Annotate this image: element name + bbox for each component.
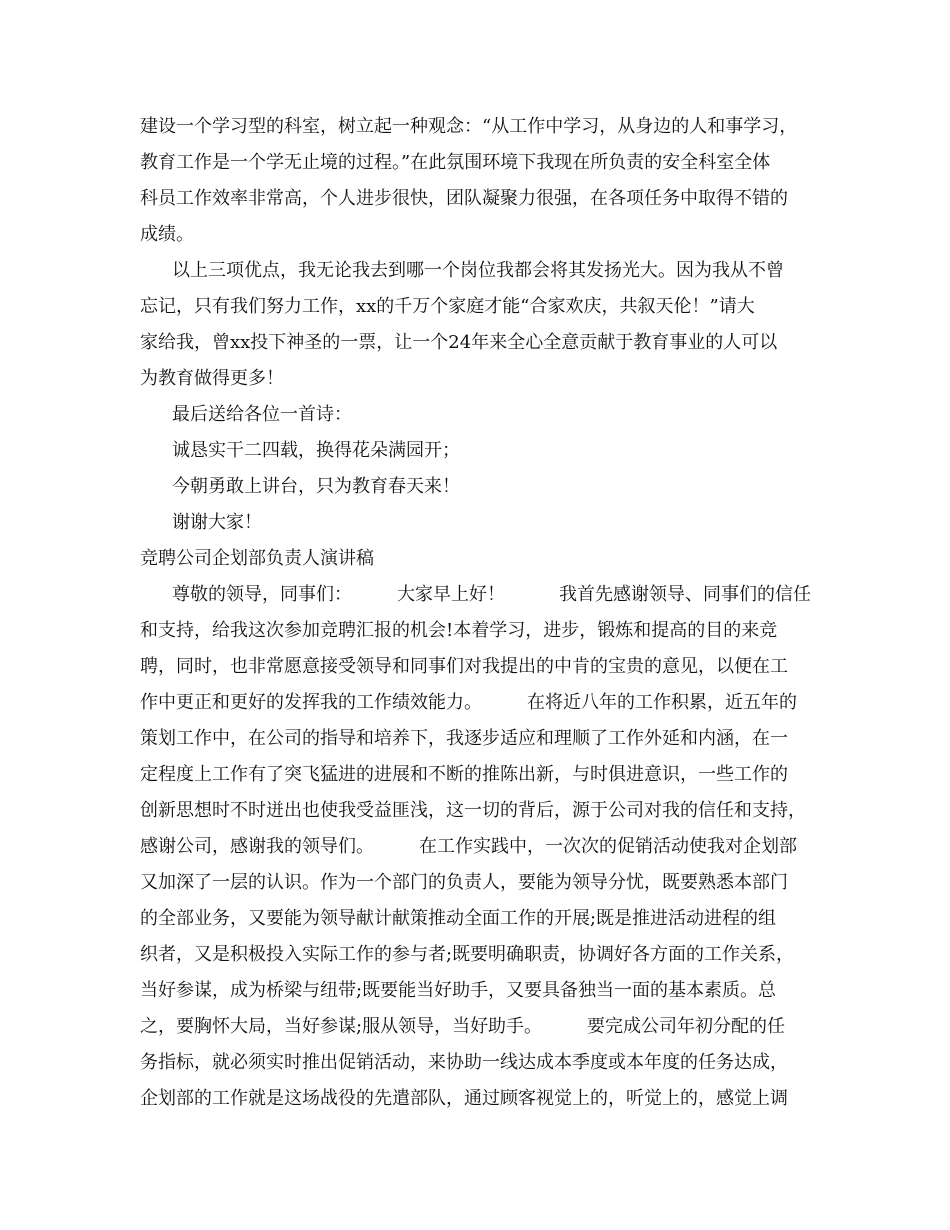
text-line: 创新思想时不时迸出也使我受益匪浅，这一切的背后，源于公司对我的信任和支持， bbox=[140, 800, 806, 821]
text-line: 务指标，就必须实时推出促销活动，来协助一线达成本季度或本年度的任务达成， bbox=[140, 1052, 788, 1073]
text-line: 策划工作中，在公司的指导和培养下，我逐步适应和理顺了工作外延和内涵，在一 bbox=[140, 728, 788, 749]
text-line: 定程度上工作有了突飞猛进的进展和不断的推陈出新，与时俱进意识，一些工作的 bbox=[140, 764, 788, 785]
text-line: 的全部业务，又要能为领导献计献策推动全面工作的开展;既是推进活动进程的组 bbox=[140, 908, 777, 929]
text-line: 企划部的工作就是这场战役的先遣部队，通过顾客视觉上的，听觉上的，感觉上调 bbox=[140, 1088, 788, 1109]
text-line: 之，要胸怀大局，当好参谋;服从领导，当好助手。 要完成公司年初分配的任 bbox=[140, 1016, 786, 1037]
text-line: 当好参谋，成为桥梁与纽带;既要能当好助手，又要具备独当一面的基本素质。总 bbox=[140, 980, 777, 1001]
text-line: 教育工作是一个学无止境的过程。”在此氛围环境下我现在所负责的安全科室全体 bbox=[140, 152, 771, 173]
text-line: 和支持，给我这次参加竞聘汇报的机会!本着学习，进步，锻炼和提高的目的来竞 bbox=[140, 620, 778, 641]
text-line: 聘，同时，也非常愿意接受领导和同事们对我提出的中肯的宝贵的意见，以便在工 bbox=[140, 656, 788, 677]
text-line: 今朝勇敢上讲台，只为教育春天来！ bbox=[172, 476, 460, 497]
text-line: 诚恳实干二四载，换得花朵满园开； bbox=[172, 440, 460, 461]
text-line: 最后送给各位一首诗： bbox=[172, 404, 352, 425]
text-line: 建设一个学习型的科室，树立起一种观念：“从工作中学习，从身边的人和事学习， bbox=[140, 116, 798, 137]
text-line: 尊敬的领导，同事们： 大家早上好！ 我首先感谢领导、同事们的信任 bbox=[172, 584, 811, 605]
text-line: 谢谢大家！ bbox=[172, 512, 262, 533]
text-line: 忘记，只有我们努力工作，xx的千万个家庭才能“合家欢庆，共叙天伦！”请大 bbox=[140, 296, 755, 317]
section-title: 竞聘公司企划部负责人演讲稿 bbox=[140, 548, 374, 569]
text-line: 作中更正和更好的发挥我的工作绩效能力。 在将近八年的工作积累，近五年的 bbox=[140, 692, 797, 713]
text-line: 以上三项优点，我无论我去到哪一个岗位我都会将其发扬光大。因为我从不曾 bbox=[172, 260, 784, 281]
text-line: 家给我，曾xx投下神圣的一票，让一个24年来全心全意贡献于教育事业的人可以 bbox=[140, 332, 778, 353]
text-line: 科员工作效率非常高，个人进步很快，团队凝聚力很强，在各项任务中取得不错的 bbox=[140, 188, 788, 209]
text-line: 织者，又是积极投入实际工作的参与者;既要明确职责，协调好各方面的工作关系， bbox=[140, 944, 795, 965]
text-line: 感谢公司，感谢我的领导们。 在工作实践中，一次次的促销活动使我对企划部 bbox=[140, 836, 797, 857]
text-line: 又加深了一层的认识。作为一个部门的负责人，要能为领导分忧，既要熟悉本部门 bbox=[140, 872, 788, 893]
document-page bbox=[140, 109, 820, 1117]
text-line: 为教育做得更多！ bbox=[140, 368, 284, 389]
text-line: 成绩。 bbox=[140, 224, 194, 245]
